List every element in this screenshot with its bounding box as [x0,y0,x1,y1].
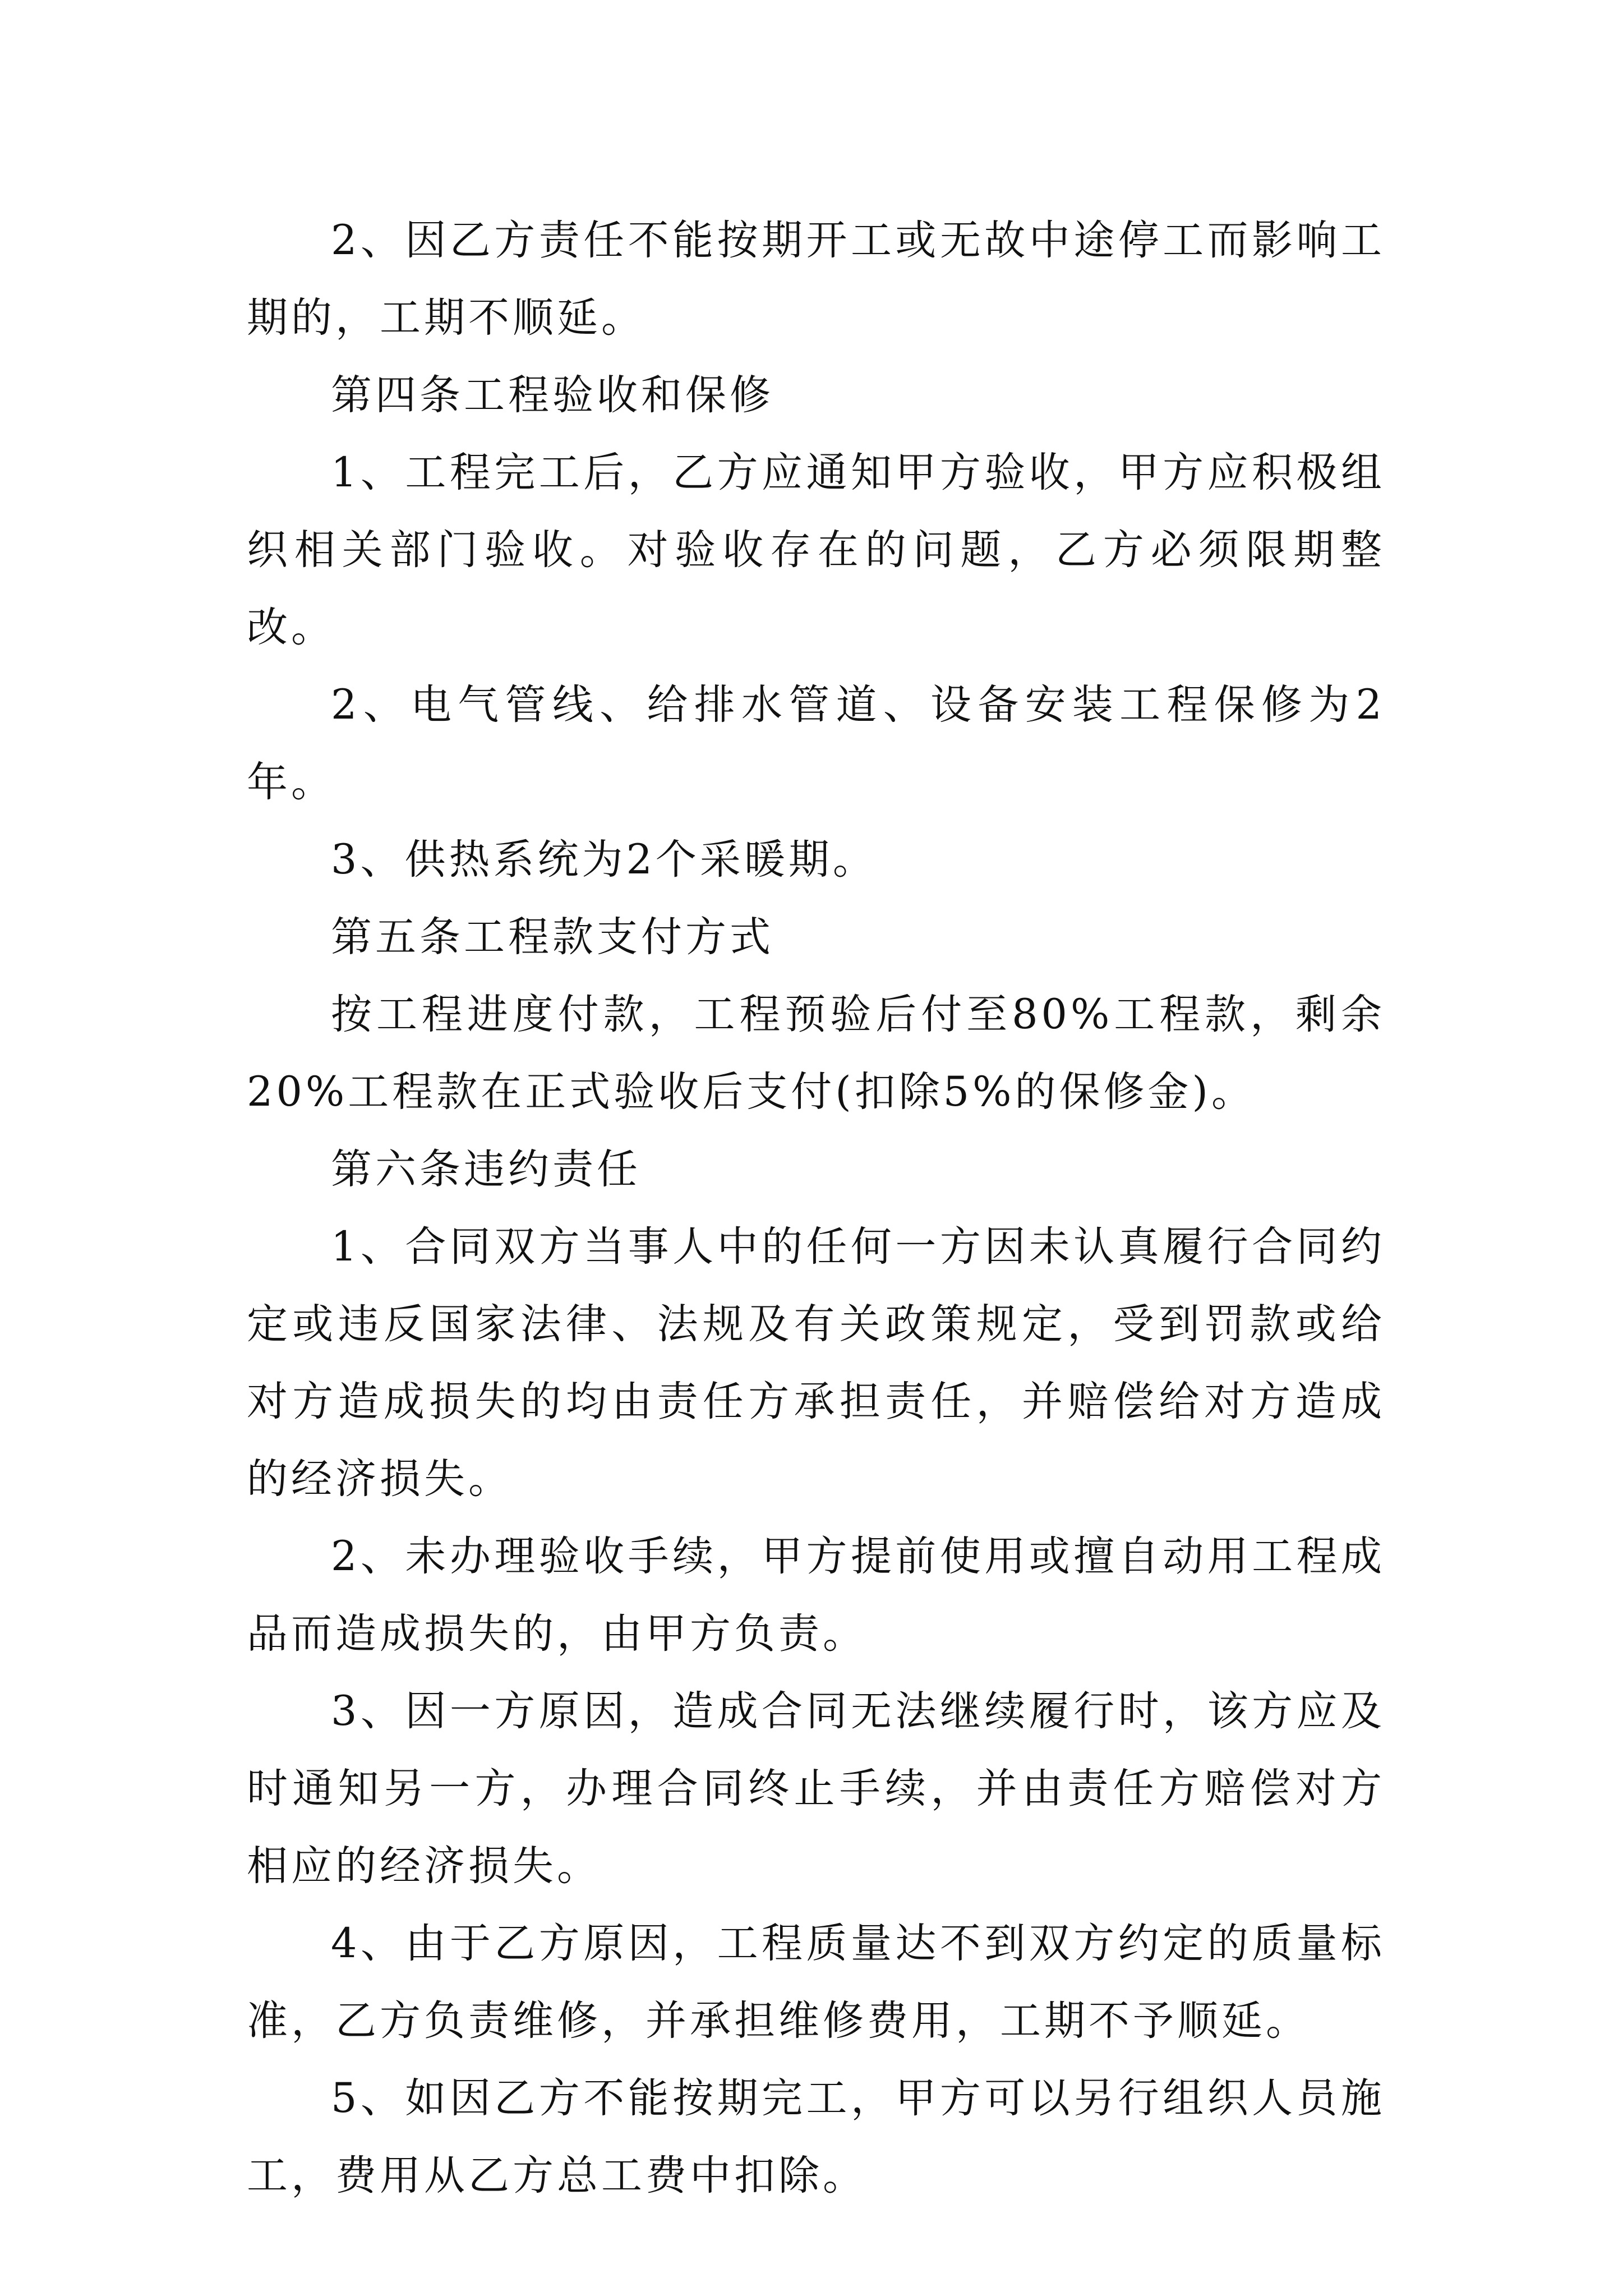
contract-body [247,202,1385,2215]
clause-breach-4: 4、由于乙方原因，工程质量达不到双方约定的质量标准，乙方负责维修，并承担维修费用，工期不予顺延。 [247,1920,1385,2045]
clause-warranty-pipes: 2、电气管线、给排水管道、设备安装工程保修为2年。 [247,681,1385,806]
clause-payment: 按工程进度付款，工程预验后付至80%工程款，剩余20%工程款在正式验收后支付(扣除5%的保修金)。 [247,991,1385,1116]
article-4-heading: 第四条工程验收和保修 [331,371,774,419]
clause-breach-3: 3、因一方原因，造成合同无法继续履行时，该方应及时通知另一方，办理合同终止手续，并由责任方赔偿对方相应的经济损失。 [247,1687,1385,1890]
article-5-heading: 第五条工程款支付方式 [331,913,774,961]
article-6-heading: 第六条违约责任 [331,1145,641,1193]
clause-acceptance: 1、工程完工后，乙方应通知甲方验收，甲方应积极组织相关部门验收。对验收存在的问题，乙方必须限期整改。 [247,449,1385,651]
clause-breach-2: 2、未办理验收手续，甲方提前使用或擅自动用工程成品而造成损失的，由甲方负责。 [247,1533,1385,1658]
clause-warranty-heating: 3、供热系统为2个采暖期。 [331,836,877,884]
clause-delay-no-extension: 2、因乙方责任不能按期开工或无故中途停工而影响工期的，工期不顺延。 [247,217,1385,342]
clause-breach-1: 1、合同双方当事人中的任何一方因未认真履行合同约定或违反国家法律、法规及有关政策规定，受到罚款或给对方造成损失的均由责任方承担责任，并赔偿给对方造成的经济损失。 [247,1223,1385,1503]
clause-breach-5: 5、如因乙方不能按期完工，甲方可以另行组织人员施工，费用从乙方总工费中扣除。 [247,2074,1385,2200]
